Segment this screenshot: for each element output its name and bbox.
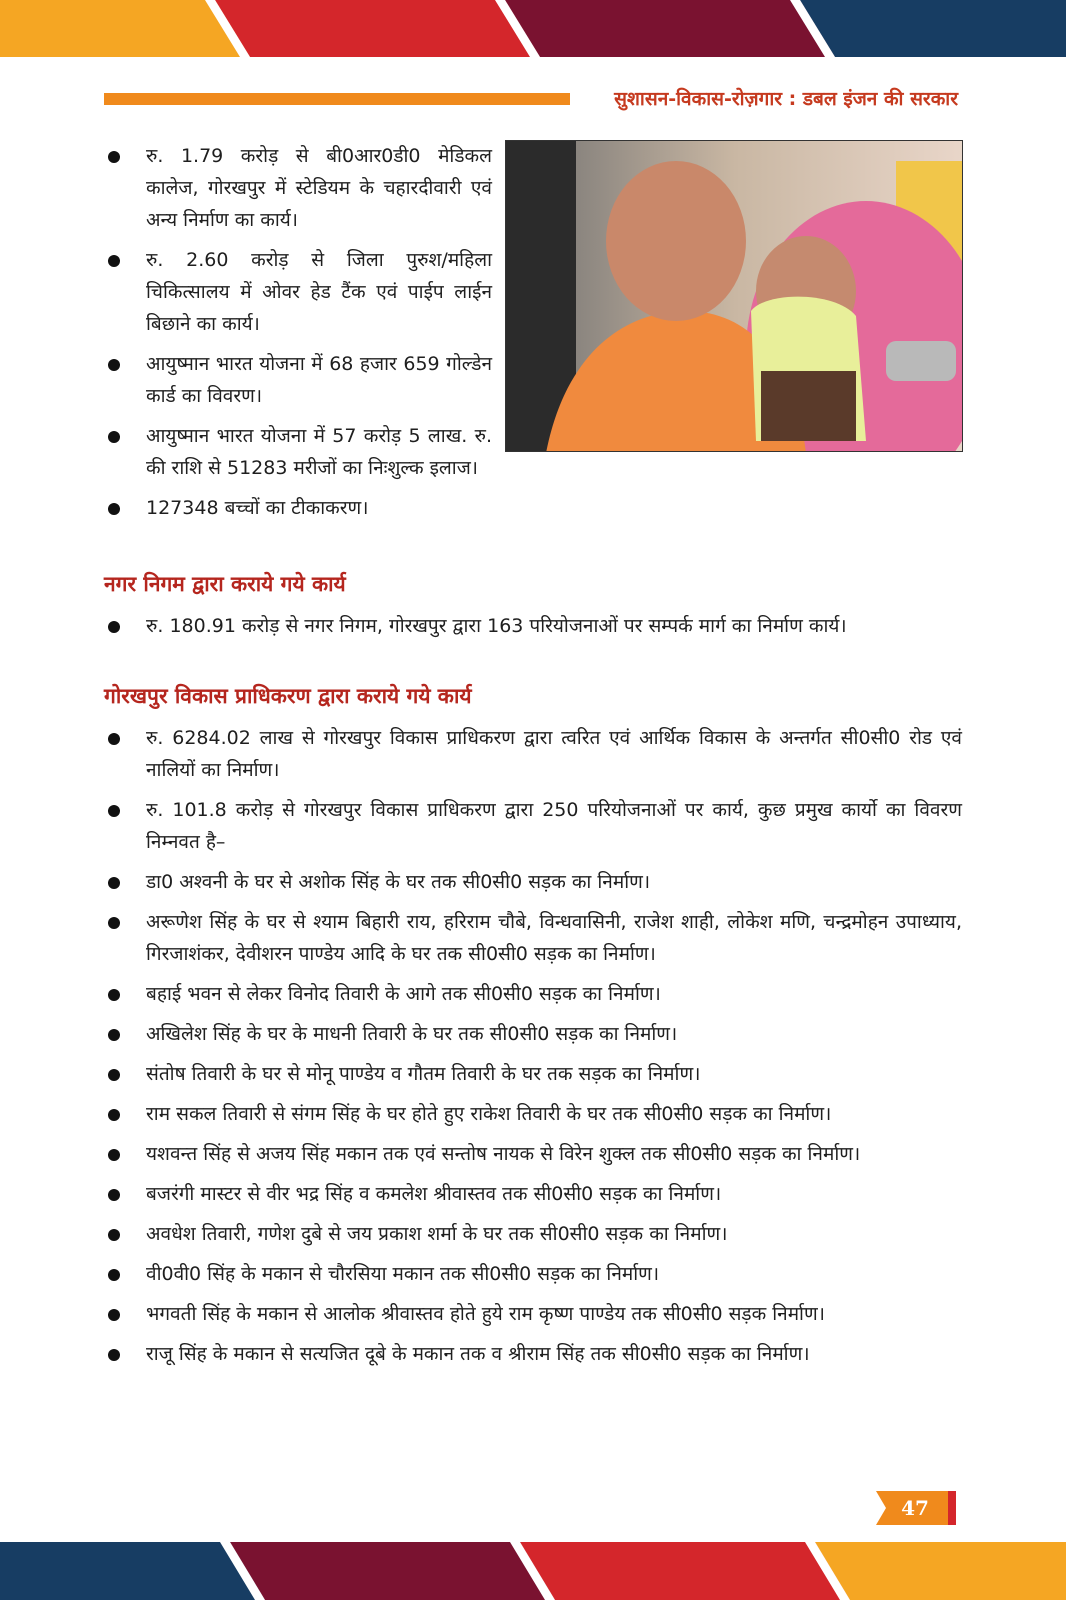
page-header-title: सुशासन-विकास-रोज़गार : डबल इंजन की सरकार (614, 88, 958, 110)
top-list-item-text: आयुष्मान भारत योजना में 57 करोड़ 5 लाख. रु. की राशि से 51283 मरीजों का निःशुल्क इलाज। (146, 425, 492, 479)
bullet-icon (108, 1109, 120, 1121)
gda-list-item-text: डा0 अश्वनी के घर से अशोक सिंह के घर तक सी0सी0 सड़क का निर्माण। (146, 871, 651, 893)
page-number: 47 (901, 1496, 929, 1520)
gda-list-item (104, 1298, 962, 1330)
bullet-icon (108, 255, 120, 267)
bullet-icon (108, 1349, 120, 1361)
gda-list-item (104, 1218, 962, 1250)
gda-list-item (104, 1098, 962, 1130)
top-list-item-text: 127348 बच्चों का टीकाकरण। (146, 497, 369, 519)
gda-list (104, 722, 962, 1378)
top-list-item-text: आयुष्मान भारत योजना में 68 हजार 659 गोल्डेन कार्ड का विवरण। (146, 353, 492, 407)
gda-list-item (104, 794, 962, 858)
gda-list-item-text: रु. 6284.02 लाख से गोरखपुर विकास प्राधिकरण द्वारा त्वरित एवं आर्थिक विकास के अन्तर्गत सी0सी0 रोड एवं नालियों का निर्माण। (146, 727, 962, 781)
top-list-item (104, 348, 492, 412)
gda-list-item-text: अखिलेश सिंह के घर के माधनी तिवारी के घर तक सी0सी0 सड़क का निर्माण। (146, 1023, 678, 1045)
gda-list-item-text: भगवती सिंह के मकान से आलोक श्रीवास्तव होते हुये राम कृष्ण पाण्डेय तक सी0सी0 सड़क निर्माण। (146, 1303, 825, 1325)
gda-list-item (104, 1138, 962, 1170)
bullet-icon (108, 151, 120, 163)
bullet-icon (108, 359, 120, 371)
gda-list-item-text: संतोष तिवारी के घर से मोनू पाण्डेय व गौतम तिवारी के घर तक सड़क का निर्माण। (146, 1063, 701, 1085)
gda-list-item (104, 1178, 962, 1210)
nagar-nigam-list-item (104, 610, 962, 642)
bullet-icon (108, 917, 120, 929)
gda-list-item-text: वी0वी0 सिंह के मकान से चौरसिया मकान तक सी0सी0 सड़क का निर्माण। (146, 1263, 660, 1285)
top-list-item (104, 492, 492, 524)
gda-list-item (104, 1338, 962, 1370)
gda-list-item (104, 1258, 962, 1290)
header-rule (104, 93, 570, 105)
section-heading-gda: गोरखपुर विकास प्राधिकरण द्वारा कराये गये कार्य (104, 684, 472, 708)
gda-list-item-text: रु. 101.8 करोड़ से गोरखपुर विकास प्राधिकरण द्वारा 250 परियोजनाओं पर कार्य, कुछ प्रमुख कार्यो का विवरण निम्नवत है– (146, 799, 962, 853)
bullet-icon (108, 1029, 120, 1041)
gda-list-item-text: यशवन्त सिंह से अजय सिंह मकान तक एवं सन्तोष नायक से विरेन शुक्ल तक सी0सी0 सड़क का निर्माण। (146, 1143, 861, 1165)
gda-list-item-text: अरूणेश सिंह के घर से श्याम बिहारी राय, हरिराम चौबे, विन्धवासिनी, राजेश शाही, लोकेश मणि, चन्द्रमोहन उपाध्याय, गिरजाशंकर, देवीशरन पाण्डेय आदि के घर तक सी0सी0 सड़क का निर्माण। (146, 911, 962, 965)
bullet-icon (108, 805, 120, 817)
bullet-icon (108, 431, 120, 443)
bullet-icon (108, 1309, 120, 1321)
gda-list-item (104, 722, 962, 786)
gda-list-item (104, 1058, 962, 1090)
gda-list-item (104, 1018, 962, 1050)
bullet-icon (108, 877, 120, 889)
bullet-icon (108, 503, 120, 515)
top-decorative-band (0, 0, 1066, 57)
top-list-item-text: रु. 2.60 करोड़ से जिला पुरुश/महिला चिकित्सालय में ओवर हेड टैंक एवं पाईप लाईन बिछाने का कार्य। (146, 249, 492, 335)
gda-list-item (104, 866, 962, 898)
bullet-icon (108, 1269, 120, 1281)
bullet-icon (108, 1069, 120, 1081)
bottom-decorative-band (0, 1542, 1066, 1600)
top-list-item-text: रु. 1.79 करोड़ से बी0आर0डी0 मेडिकल कालेज, गोरखपुर में स्टेडियम के चहारदीवारी एवं अन्य निर्माण का कार्य। (146, 145, 492, 231)
section-heading-nagar-nigam: नगर निगम द्वारा कराये गये कार्य (104, 572, 346, 596)
gda-list-item-text: बहाई भवन से लेकर विनोद तिवारी के आगे तक सी0सी0 सड़क का निर्माण। (146, 983, 661, 1005)
gda-list-item-text: बजरंगी मास्टर से वीर भद्र सिंह व कमलेश श्रीवास्तव तक सी0सी0 सड़क का निर्माण। (146, 1183, 722, 1205)
page-number-tab (876, 1491, 960, 1525)
top-list-item (104, 244, 492, 340)
bullet-icon (108, 733, 120, 745)
gda-list-item (104, 906, 962, 970)
top-list-item (104, 140, 492, 236)
bullet-icon (108, 1189, 120, 1201)
photo-image (505, 140, 963, 452)
bullet-icon (108, 1229, 120, 1241)
nagar-nigam-list-item-text: रु. 180.91 करोड़ से नगर निगम, गोरखपुर द्वारा 163 परियोजनाओं पर सम्पर्क मार्ग का निर्माण कार्य। (146, 615, 847, 637)
gda-list-item-text: राम सकल तिवारी से संगम सिंह के घर होते हुए राकेश तिवारी के घर तक सी0सी0 सड़क का निर्माण। (146, 1103, 832, 1125)
bullet-icon (108, 989, 120, 1001)
bullet-icon (108, 1149, 120, 1161)
top-bullet-list (104, 140, 492, 532)
top-list-item (104, 420, 492, 484)
gda-list-item-text: अवधेश तिवारी, गणेश दुबे से जय प्रकाश शर्मा के घर तक सी0सी0 सड़क का निर्माण। (146, 1223, 728, 1245)
gda-list-item-text: राजू सिंह के मकान से सत्यजित दूबे के मकान तक व श्रीराम सिंह तक सी0सी0 सड़क का निर्माण। (146, 1343, 810, 1365)
nagar-nigam-list (104, 610, 962, 650)
gda-list-item (104, 978, 962, 1010)
bullet-icon (108, 621, 120, 633)
